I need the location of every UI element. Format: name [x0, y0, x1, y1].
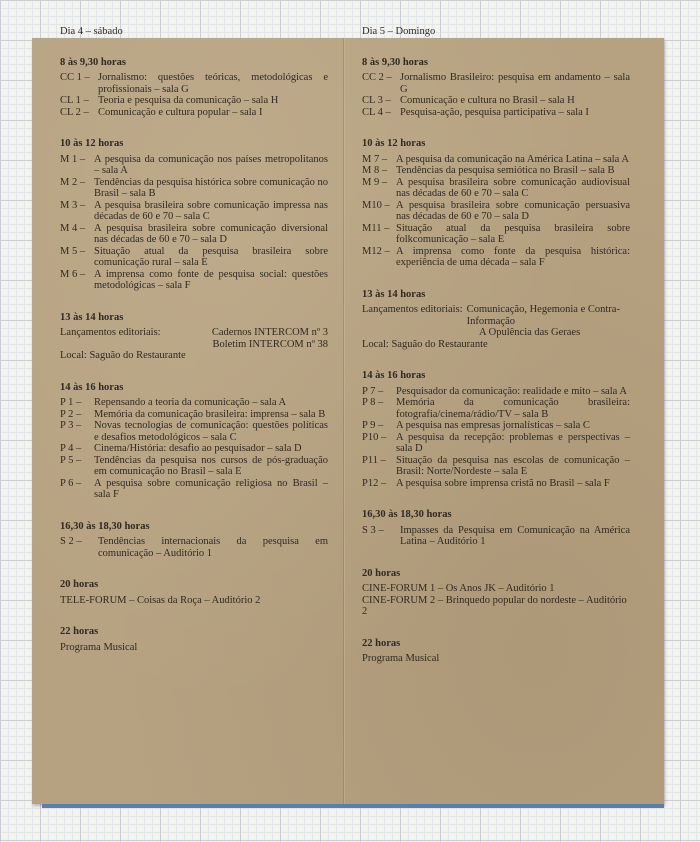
session-list — [60, 72, 328, 118]
session-list — [362, 154, 630, 269]
session-code: M 4 – — [60, 222, 86, 234]
time-heading: 10 às 12 horas — [362, 138, 426, 149]
list-item — [60, 269, 328, 292]
session-code: P10 – — [362, 431, 387, 443]
session-title: A pesquisa sobre comunicação religiosa no Brasil – sala F — [94, 477, 328, 500]
list-item — [60, 536, 328, 559]
session-title: Tendências da pesquisa nos cursos de pós-graduação em comunicação no Brasil – sala E — [94, 454, 328, 477]
launch-label: Lançamentos editoriais: — [60, 327, 161, 338]
list-item — [60, 72, 328, 95]
session-title: A pesquisa brasileira sobre comunicação diversional nas décadas de 60 e 70 – sala D — [94, 222, 328, 245]
time-heading: 16,30 às 18,30 horas — [362, 509, 452, 520]
session-title: Memória da comunicação brasileira: imprensa – sala B — [94, 408, 326, 420]
session-code: CL 4 – — [362, 106, 391, 118]
list-item — [362, 386, 630, 398]
session-code: M10 – — [362, 199, 390, 211]
day-title: Dia 5 – Domingo — [362, 26, 436, 37]
launch-title: Cadernos INTERCOM nº 3 — [211, 327, 328, 338]
book-launch — [60, 327, 328, 339]
session-title: A pesquisa nas empresas jornalísticas – sala C — [396, 420, 590, 431]
session-code: M 6 – — [60, 268, 86, 280]
list-item — [362, 432, 630, 455]
session-code: CC 2 – — [362, 72, 392, 83]
location-text: Local: Saguão do Restaurante — [60, 350, 186, 361]
fold-line — [343, 38, 345, 804]
session-code: CL 1 – — [60, 95, 89, 106]
time-heading: 8 às 9,30 horas — [362, 56, 428, 68]
list-item — [362, 420, 630, 432]
session-title: Repensando a teoria da comunicação – sala A — [94, 397, 287, 408]
session-code: M 8 – — [362, 165, 388, 176]
session-title: A pesquisa da comunicação na América Latina – sala A — [396, 153, 629, 165]
session-code: P 3 – — [60, 420, 82, 431]
list-item — [362, 72, 630, 95]
session-code: M 2 – — [60, 176, 86, 188]
session-title: Memória da comunicação brasileira: fotografia/cinema/rádio/TV – sala B — [396, 397, 630, 420]
session-title: Jornalismo Brasileiro: pesquisa em andamento – sala G — [400, 72, 630, 95]
session-code: P 5 – — [60, 454, 82, 466]
time-heading: 13 às 14 horas — [362, 288, 426, 300]
session-title: Tendências da pesquisa histórica sobre comunicação no Brasil – sala B — [94, 176, 328, 199]
list-item — [60, 478, 328, 501]
session-code: P 1 – — [60, 397, 82, 408]
time-heading: 20 horas — [60, 579, 99, 590]
session-code: CL 2 – — [60, 106, 89, 118]
list-item — [60, 95, 328, 107]
session-title: Pesquisador da comunicação: realidade e mito – sala A — [396, 385, 627, 397]
list-item — [60, 455, 328, 478]
list-item — [362, 95, 630, 107]
time-heading: 14 às 16 horas — [362, 370, 426, 381]
time-heading: 14 às 16 horas — [60, 381, 124, 393]
time-heading: 22 horas — [60, 626, 99, 637]
day-title: Dia 4 – sábado — [60, 26, 123, 37]
session-title: Novas tecnologias de comunicação: questões políticas e desafios metodológicos – sala C — [94, 420, 328, 443]
event-line: Programa Musical — [60, 641, 138, 653]
list-item — [60, 409, 328, 421]
session-code: S 3 – — [362, 524, 384, 536]
time-heading: 20 horas — [362, 567, 401, 579]
list-item — [362, 165, 630, 177]
launch-title: Boletim INTERCOM nº 38 — [212, 338, 328, 350]
session-code: P12 – — [362, 477, 387, 489]
session-list — [60, 154, 328, 292]
session-title: Tendências internacionais da pesquisa em comunicação – Auditório 1 — [98, 536, 328, 559]
session-title: Impasses da Pesquisa em Comunicação na América Latina – Auditório 1 — [400, 524, 630, 547]
session-title: Situação atual da pesquisa brasileira sobre folkcomunicação – sala E — [396, 222, 630, 245]
right-column-day5 — [362, 26, 630, 665]
list-item — [362, 478, 630, 490]
session-code: M11 – — [362, 222, 390, 234]
session-title: Jornalismo: questões teóricas, metodológicas e profissionais – sala G — [98, 72, 328, 95]
launch-label: Lançamentos editoriais: — [362, 304, 463, 315]
session-code: M 7 – — [362, 153, 388, 165]
session-title: Comunicação e cultura popular – sala I — [98, 106, 263, 118]
session-title: A pesquisa da comunicação nos países metropolitanos – sala A — [94, 153, 328, 176]
session-title: A pesquisa brasileira sobre comunicação audiovisual nas décadas de 60 e 70 – sala C — [396, 176, 630, 199]
session-code: M 3 – — [60, 199, 86, 211]
event-line: Programa Musical — [362, 653, 440, 664]
list-item — [362, 223, 630, 246]
book-launch — [60, 339, 328, 351]
list-item — [362, 455, 630, 478]
session-code: P 8 – — [362, 397, 384, 408]
session-code: P11 – — [362, 454, 386, 466]
list-item — [362, 154, 630, 166]
list-item — [362, 200, 630, 223]
event-line: TELE-FORUM – Coisas da Roça – Auditório 2 — [60, 594, 261, 606]
session-title: Pesquisa-ação, pesquisa participativa – sala I — [400, 106, 589, 118]
session-code: P 2 – — [60, 408, 82, 420]
session-code: P 9 – — [362, 420, 384, 431]
session-title: A imprensa como fonte de pesquisa social: questões metodológicas – sala F — [94, 268, 328, 291]
session-code: M12 – — [362, 245, 390, 257]
session-title: Comunicação e cultura no Brasil – sala H — [400, 95, 575, 106]
session-title: Tendências da pesquisa semiótica no Brasil – sala B — [396, 165, 615, 176]
session-title: A pesquisa brasileira sobre comunicação persuasiva nas décadas de 60 e 70 – sala D — [396, 199, 630, 222]
list-item — [60, 420, 328, 443]
time-heading: 13 às 14 horas — [60, 311, 124, 323]
session-code: CC 1 – — [60, 72, 90, 83]
session-title: A pesquisa da recepção: problemas e perspectivas – sala D — [396, 431, 630, 454]
session-title: A pesquisa sobre imprensa cristã no Brasil – sala F — [396, 477, 610, 489]
list-item — [362, 107, 630, 119]
session-code: P 6 – — [60, 477, 82, 489]
event-line: CINE-FORUM 2 – Brinquedo popular do nordeste – Auditório 2 — [362, 594, 627, 617]
session-code: CL 3 – — [362, 95, 391, 106]
session-title: Teoria e pesquisa da comunicação – sala H — [98, 95, 279, 106]
time-heading: 8 às 9,30 horas — [60, 56, 126, 68]
session-title: Situação atual da pesquisa brasileira sobre comunicação rural – sala E — [94, 245, 328, 268]
session-code: P 7 – — [362, 385, 384, 397]
book-launch — [362, 327, 630, 339]
list-item — [60, 223, 328, 246]
list-item — [60, 154, 328, 177]
session-title: A imprensa como fonte da pesquisa histórica: experiência de uma década – sala F — [396, 245, 630, 268]
time-heading: 10 às 12 horas — [60, 138, 124, 149]
launch-title: Comunicação, Hegemonia e Contra-Informação — [466, 304, 620, 327]
session-code: M 9 – — [362, 176, 388, 188]
book-launch — [362, 304, 630, 327]
list-item — [60, 177, 328, 200]
event-line: CINE-FORUM 1 – Os Anos JK – Auditório 1 — [362, 583, 555, 594]
session-code: S 2 – — [60, 536, 82, 547]
session-list — [362, 386, 630, 490]
session-code: M 1 – — [60, 153, 86, 165]
time-heading: 16,30 às 18,30 horas — [60, 520, 150, 532]
list-item — [60, 246, 328, 269]
blue-edge-strip — [42, 804, 664, 808]
session-title: Situação da pesquisa nas escolas de comunicação – Brasil: Norte/Nordeste – sala E — [396, 454, 630, 477]
session-list — [362, 72, 630, 118]
list-item — [60, 443, 328, 455]
list-item — [362, 397, 630, 420]
session-list — [60, 397, 328, 501]
list-item — [60, 200, 328, 223]
session-code: M 5 – — [60, 245, 86, 257]
list-item — [60, 397, 328, 409]
location-text: Local: Saguão do Restaurante — [362, 338, 488, 350]
list-item — [60, 107, 328, 119]
list-item — [362, 525, 630, 548]
list-item — [362, 177, 630, 200]
launch-title: A Opulência das Geraes — [479, 327, 581, 338]
session-title: Cinema/História: desafio ao pesquisador – sala D — [94, 443, 302, 454]
list-item — [362, 246, 630, 269]
left-column-day4 — [60, 26, 328, 653]
time-heading: 22 horas — [362, 637, 401, 649]
session-title: A pesquisa brasileira sobre comunicação impressa nas décadas de 60 e 70 – sala C — [94, 199, 328, 222]
session-code: P 4 – — [60, 443, 82, 454]
